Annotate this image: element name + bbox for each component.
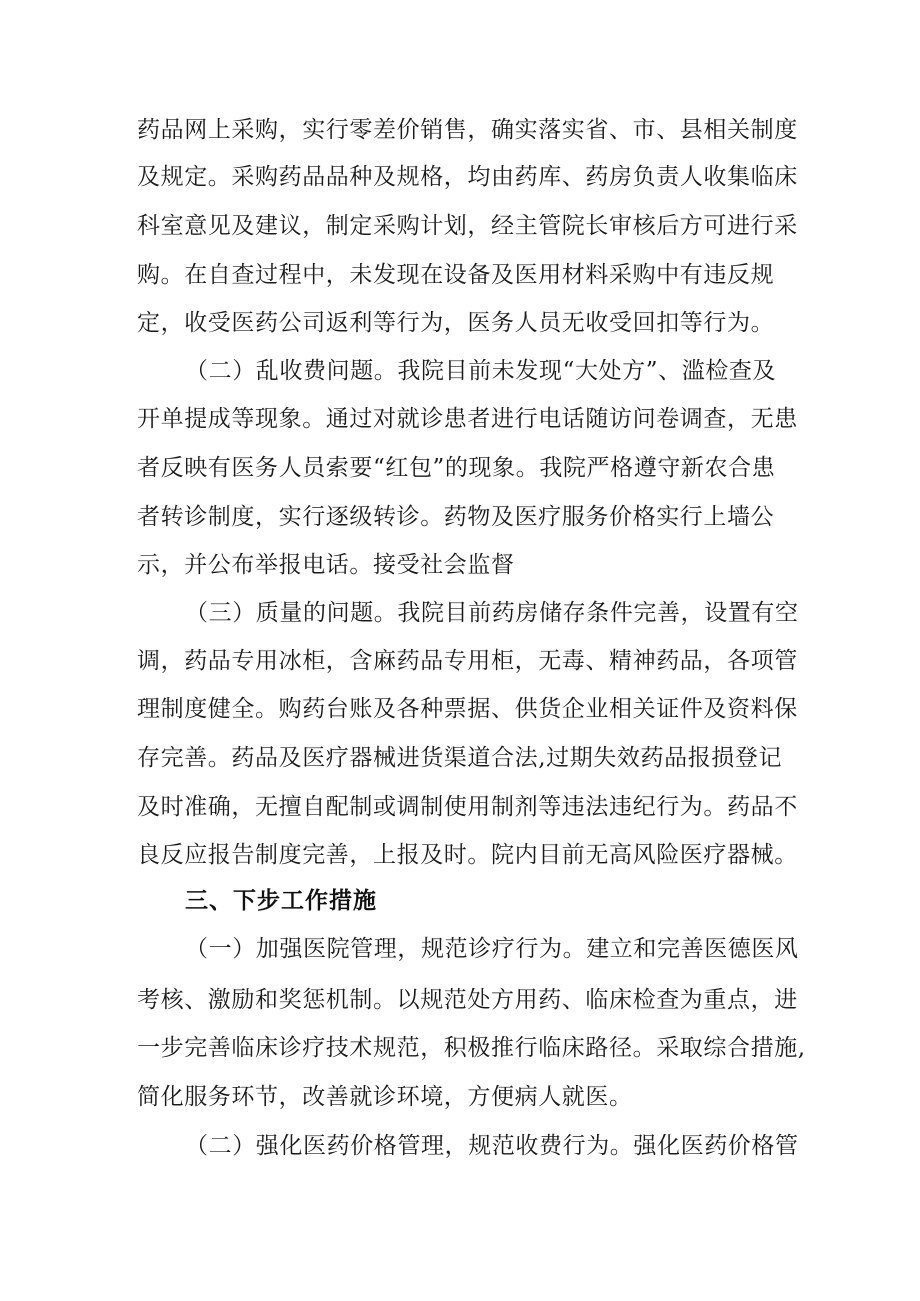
paragraph-4-first-line: （一）加强医院管理，规范诊疗行为。建立和完善医德医风 [185,936,799,962]
body-text-line: 及时准确，无擅自配制或调制使用制剂等违法违纪行为。药品不 [137,794,798,820]
body-text-line: 科室意见及建议，制定采购计划，经主管院长审核后方可进行采 [137,213,798,239]
body-text-line: 一步完善临床诊疗技术规范，积极推行临床路径。采取综合措施, [137,1035,806,1061]
paragraph-2-first-line: （二）乱收费问题。我院目前未发现“大处方”、滥检查及 [185,358,777,384]
body-text-line: 定，收受医药公司返利等行为，医务人员无收受回扣等行为。 [137,310,775,336]
body-text-line: 存完善。药品及医疗器械进货渠道合法,过期失效药品报损登记 [137,745,783,771]
body-text-line: 者转诊制度，实行逐级转诊。药物及医疗服务价格实行上墙公 [137,504,775,530]
body-text-line: 理制度健全。购药台账及各种票据、供货企业相关证件及资料保 [137,696,798,722]
section-heading: 三、下步工作措施 [185,888,377,914]
body-text-line: 购。在自查过程中，未发现在设备及医用材料采购中有违反规 [137,262,775,288]
paragraph-3-first-line: （三）质量的问题。我院目前药房储存条件完善，设置有空 [185,600,799,626]
body-text-line: 示，并公布举报电话。接受社会监督 [137,552,515,578]
body-text-line: 开单提成等现象。通过对就诊患者进行电话随访问卷调查，无患 [137,406,798,432]
paragraph-5-first-line: （二）强化医药价格管理，规范收费行为。强化医药价格管 [185,1133,799,1159]
body-text-line: 良反应报告制度完善，上报及时。院内目前无高风险医疗器械。 [137,842,798,868]
body-text-line: 考核、激励和奖惩机制。以规范处方用药、临床检查为重点，进 [137,987,798,1013]
body-text-line: 调，药品专用冰柜，含麻药品专用柜，无毒、精神药品，各项管 [137,648,798,674]
body-text-line: 药品网上采购，实行零差价销售，确实落实省、市、县相关制度 [137,117,798,143]
body-text-line: 者反映有医务人员索要“红包”的现象。我院严格遵守新农合患 [137,455,776,481]
body-text-line: 简化服务环节，改善就诊环境，方便病人就医。 [137,1084,633,1110]
body-text-line: 及规定。采购药品品种及规格，均由药库、药房负责人收集临床 [137,164,798,190]
